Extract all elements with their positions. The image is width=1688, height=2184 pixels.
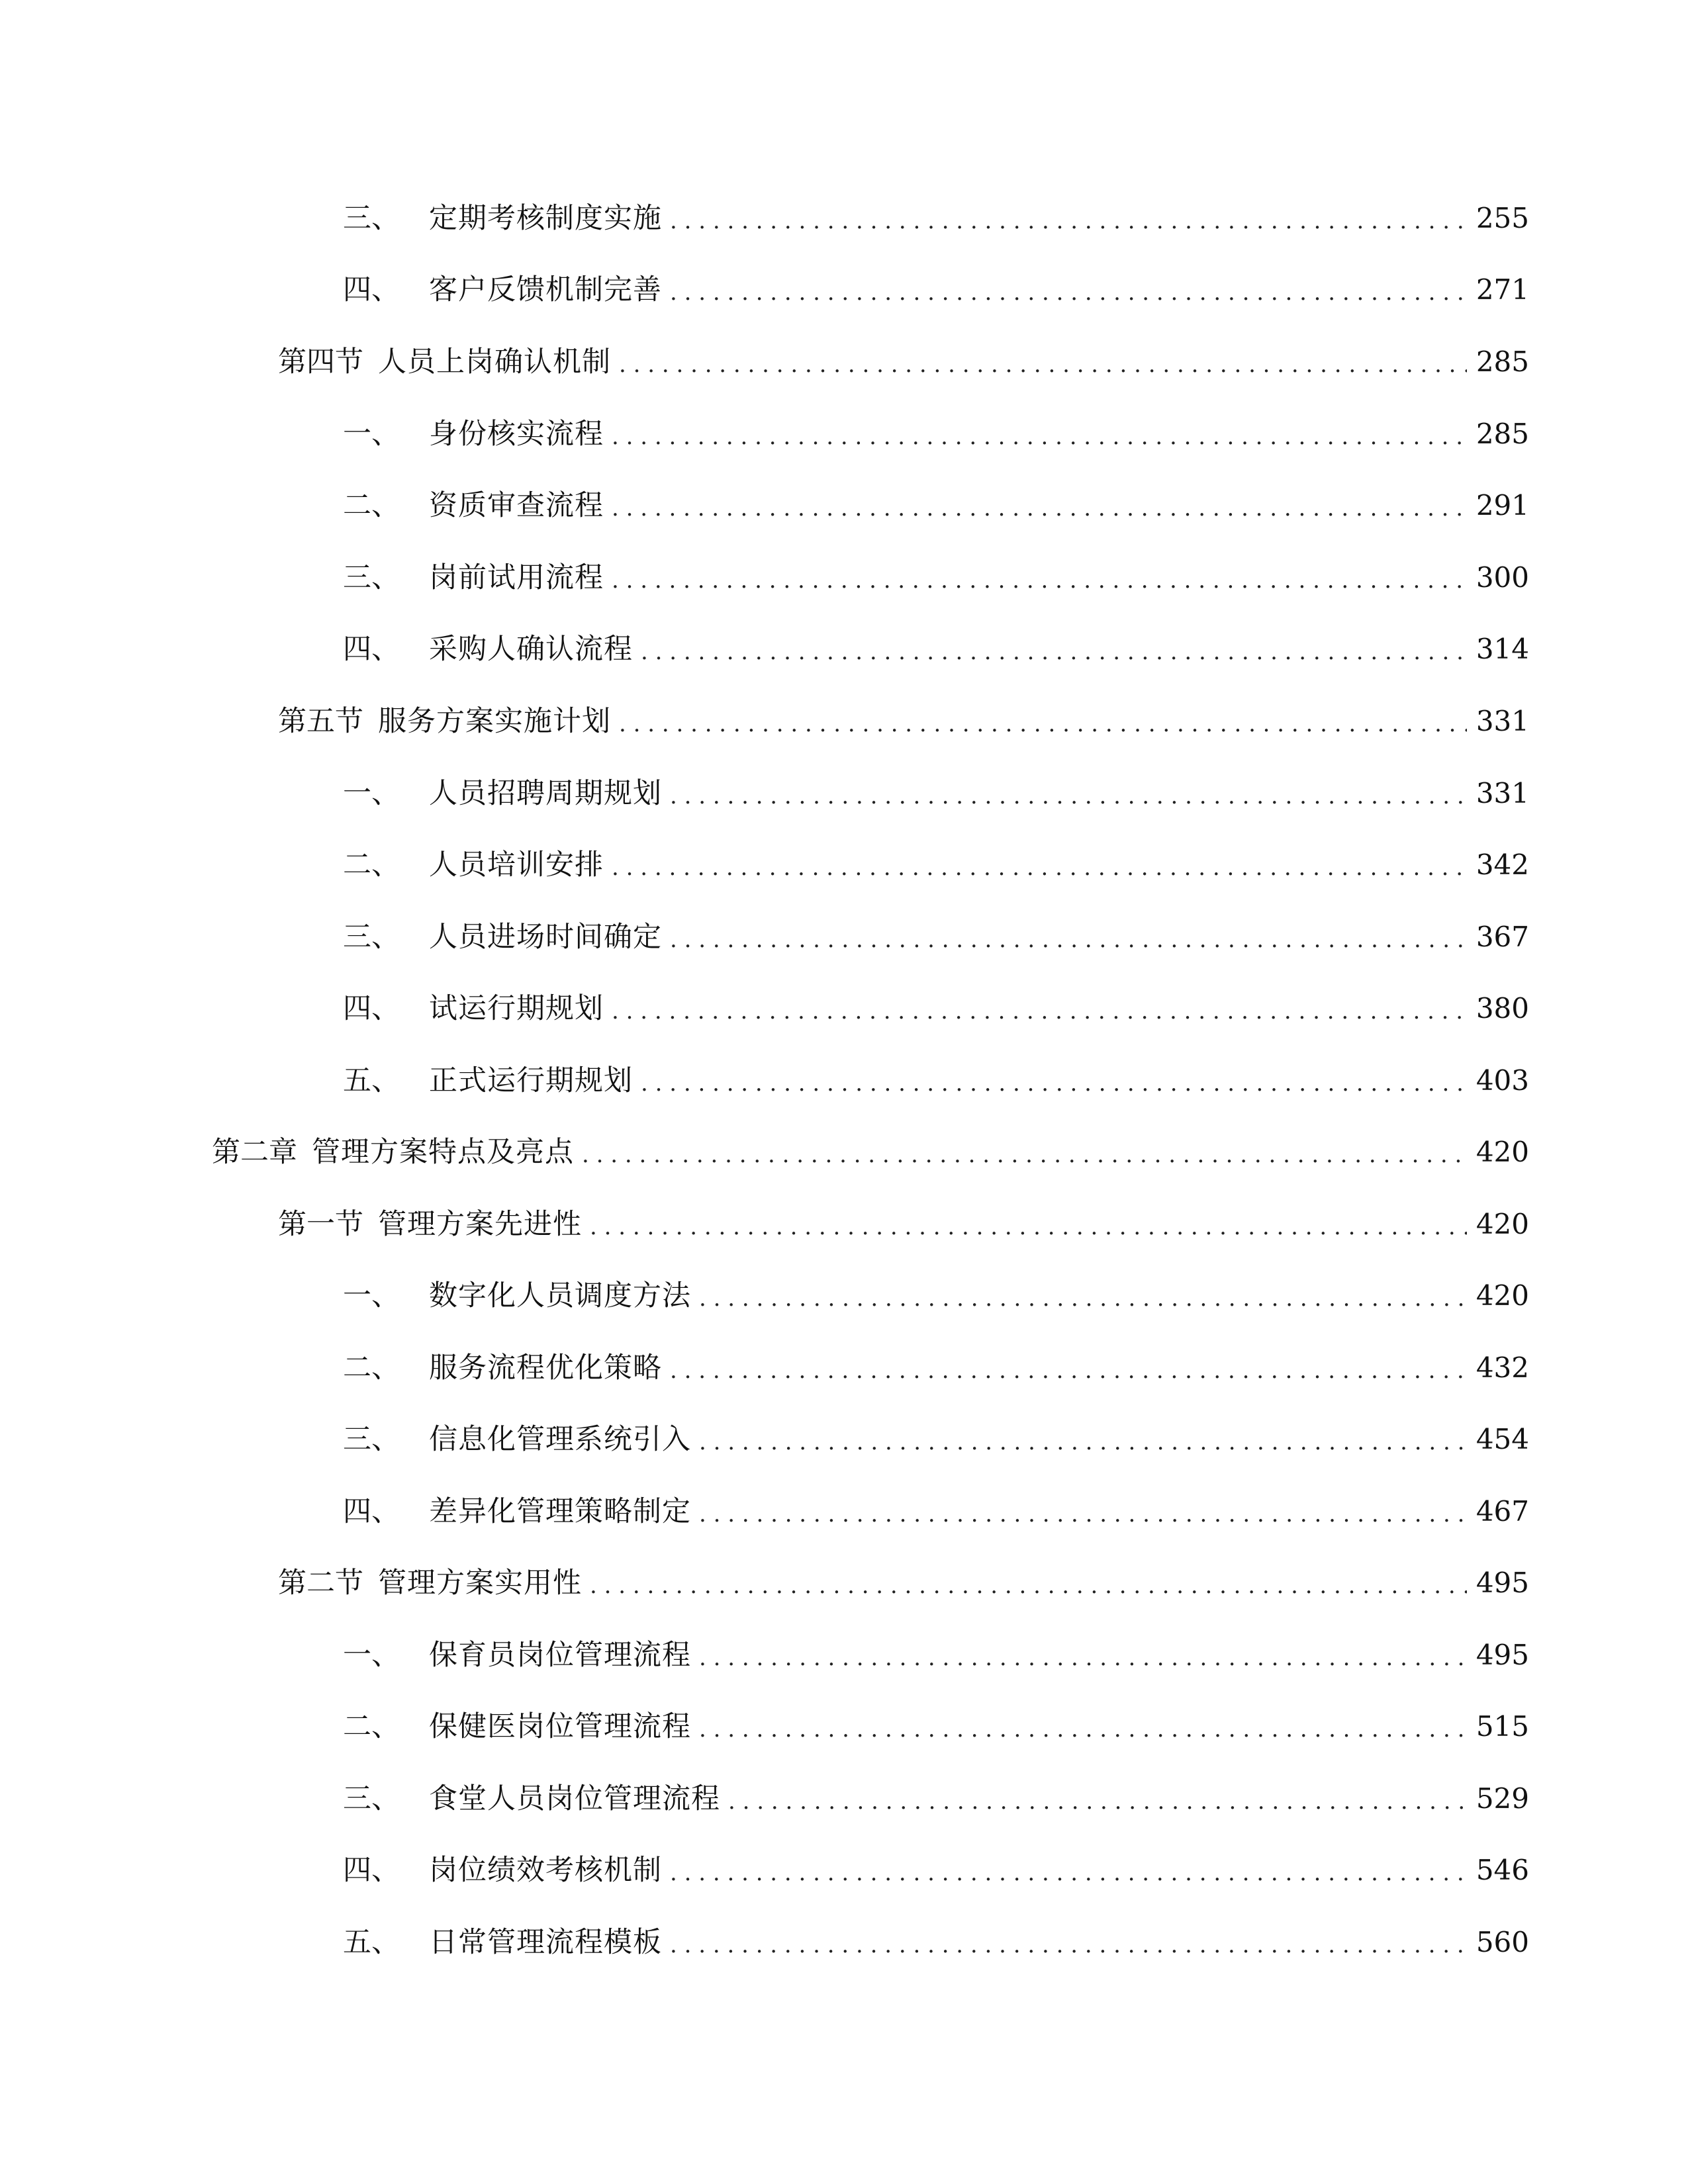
toc-entry-number: 第二章 — [212, 1136, 297, 1169]
toc-entry-page: 454 — [1476, 1423, 1529, 1455]
dot-leader — [582, 1128, 1467, 1181]
toc-entry-title: 人员上岗确认机制 — [378, 345, 611, 379]
toc-entry-title: 定期考核制度实施 — [429, 202, 662, 235]
toc-entry[interactable] — [343, 192, 1529, 245]
toc-entry[interactable] — [343, 982, 1529, 1035]
toc-entry-number: 一、 — [343, 1639, 400, 1672]
toc-entry-number: 三、 — [343, 202, 400, 235]
dot-leader — [612, 841, 1467, 894]
toc-entry[interactable] — [343, 1772, 1529, 1825]
toc-entry-page: 331 — [1476, 705, 1529, 737]
dot-leader — [612, 410, 1467, 463]
toc-entry-page: 255 — [1476, 202, 1529, 234]
toc-entry-title: 管理方案实用性 — [378, 1567, 582, 1600]
toc-entry-title: 采购人确认流程 — [429, 633, 633, 666]
toc-entry-number: 三、 — [343, 1423, 400, 1456]
toc-entry[interactable] — [343, 1342, 1529, 1394]
toc-entry-number: 一、 — [343, 777, 400, 810]
toc-entry-number: 五、 — [343, 1926, 400, 1959]
toc-entry-page: 285 — [1476, 418, 1529, 450]
toc-entry-page: 342 — [1476, 848, 1529, 881]
dot-leader — [641, 625, 1467, 678]
toc-entry-page: 380 — [1476, 992, 1529, 1024]
toc-entry-title: 试运行期规划 — [429, 992, 604, 1025]
dot-leader — [670, 770, 1467, 823]
dot-leader — [590, 1559, 1467, 1612]
toc-entry-page: 420 — [1476, 1279, 1529, 1312]
toc-entry-number: 一、 — [343, 418, 400, 451]
toc-entry[interactable] — [343, 1054, 1529, 1107]
toc-entry-page: 285 — [1476, 345, 1529, 378]
toc-entry[interactable] — [343, 551, 1529, 604]
toc-entry-number: 二、 — [343, 848, 400, 882]
dot-leader — [612, 554, 1467, 607]
dot-leader — [699, 1703, 1467, 1756]
toc-entry-number: 二、 — [343, 1710, 400, 1743]
dot-leader — [612, 985, 1467, 1038]
dot-leader — [670, 266, 1467, 319]
toc-entry-title: 差异化管理策略制定 — [429, 1495, 691, 1528]
toc-entry-number: 第四节 — [278, 345, 363, 379]
dot-leader — [670, 1919, 1467, 1972]
toc-entry[interactable] — [343, 1700, 1529, 1753]
toc-entry-number: 四、 — [343, 1854, 400, 1887]
toc-entry-page: 403 — [1476, 1064, 1529, 1097]
toc-entry-title: 客户反馈机制完善 — [429, 273, 662, 306]
dot-leader — [619, 338, 1467, 391]
toc-entry[interactable] — [343, 263, 1529, 316]
toc-entry-page: 314 — [1476, 633, 1529, 665]
toc-entry-number: 一、 — [343, 1279, 400, 1312]
toc-entry[interactable] — [343, 623, 1529, 676]
toc-entry[interactable] — [343, 479, 1529, 532]
toc-entry[interactable] — [343, 1413, 1529, 1466]
toc-entry-page: 495 — [1476, 1639, 1529, 1671]
toc-entry-number: 二、 — [343, 1351, 400, 1385]
toc-entry-title: 服务流程优化策略 — [429, 1351, 662, 1385]
dot-leader — [728, 1775, 1467, 1828]
toc-entry[interactable] — [212, 1126, 1529, 1179]
toc-entry[interactable] — [278, 336, 1529, 388]
toc-entry-page: 467 — [1476, 1495, 1529, 1527]
toc-entry-number: 第五节 — [278, 705, 363, 738]
toc-entry-page: 495 — [1476, 1567, 1529, 1599]
toc-entry-title: 资质审查流程 — [429, 489, 604, 522]
toc-entry-title: 信息化管理系统引入 — [429, 1423, 691, 1456]
dot-leader — [670, 913, 1467, 966]
dot-leader — [670, 1344, 1467, 1397]
toc-entry-number: 四、 — [343, 633, 400, 666]
toc-entry-title: 正式运行期规划 — [429, 1064, 633, 1097]
toc-entry-title: 食堂人员岗位管理流程 — [429, 1782, 720, 1815]
toc-entry-page: 560 — [1476, 1926, 1529, 1958]
dot-leader — [670, 1846, 1467, 1899]
dot-leader — [699, 1272, 1467, 1325]
toc-entry[interactable] — [343, 1629, 1529, 1682]
toc-entry[interactable] — [278, 695, 1529, 748]
toc-entry-number: 三、 — [343, 561, 400, 594]
toc-entry-number: 四、 — [343, 273, 400, 306]
toc-entry-page: 271 — [1476, 273, 1529, 306]
toc-entry-title: 人员培训安排 — [429, 848, 604, 882]
toc-entry-number: 四、 — [343, 1495, 400, 1528]
toc-entry-number: 二、 — [343, 489, 400, 522]
toc-entry-title: 人员招聘周期规划 — [429, 777, 662, 810]
toc-entry[interactable] — [278, 1557, 1529, 1610]
dot-leader — [619, 698, 1467, 751]
toc-entry-page: 432 — [1476, 1351, 1529, 1384]
toc-entry-page: 515 — [1476, 1710, 1529, 1743]
toc-entry-number: 五、 — [343, 1064, 400, 1097]
dot-leader — [699, 1416, 1467, 1469]
toc-entry-page: 546 — [1476, 1854, 1529, 1886]
toc-entry-page: 420 — [1476, 1208, 1529, 1240]
toc-entry-number: 三、 — [343, 1782, 400, 1815]
toc-entry[interactable] — [278, 1198, 1529, 1251]
toc-entry-page: 420 — [1476, 1136, 1529, 1168]
toc-entry-number: 四、 — [343, 992, 400, 1025]
dot-leader — [699, 1488, 1467, 1541]
toc-entry-title: 保育员岗位管理流程 — [429, 1639, 691, 1672]
toc-entry-page: 331 — [1476, 777, 1529, 809]
toc-entry-title: 服务方案实施计划 — [378, 705, 611, 738]
toc-entry[interactable] — [343, 767, 1529, 820]
toc-entry-number: 第一节 — [278, 1208, 363, 1241]
toc-entry[interactable] — [343, 408, 1529, 461]
toc-entry[interactable] — [343, 839, 1529, 891]
dot-leader — [590, 1201, 1467, 1253]
toc-entry-title: 身份核实流程 — [429, 418, 604, 451]
toc-entry[interactable] — [343, 1916, 1529, 1969]
dot-leader — [699, 1631, 1467, 1684]
toc-entry-title: 岗位绩效考核机制 — [429, 1854, 662, 1887]
toc-entry-page: 367 — [1476, 921, 1529, 953]
dot-leader — [612, 482, 1467, 535]
toc-entry-title: 日常管理流程模板 — [429, 1926, 662, 1959]
toc-entry-title: 保健医岗位管理流程 — [429, 1710, 691, 1743]
toc-entry-title: 管理方案特点及亮点 — [312, 1136, 574, 1169]
toc-entry-number: 第二节 — [278, 1567, 363, 1600]
toc-entry-title: 管理方案先进性 — [378, 1208, 582, 1241]
toc-entry-page: 529 — [1476, 1782, 1529, 1815]
toc-entry[interactable] — [343, 1844, 1529, 1897]
toc-entry[interactable] — [343, 1269, 1529, 1322]
toc-entry-title: 岗前试用流程 — [429, 561, 604, 594]
toc-entry[interactable] — [343, 1485, 1529, 1538]
toc-entry-number: 三、 — [343, 921, 400, 954]
toc-entry-title: 数字化人员调度方法 — [429, 1279, 691, 1312]
toc-entry[interactable] — [343, 911, 1529, 964]
toc-entry-page: 291 — [1476, 489, 1529, 522]
toc-entry-title: 人员进场时间确定 — [429, 921, 662, 954]
dot-leader — [670, 195, 1467, 248]
dot-leader — [641, 1057, 1467, 1110]
toc-entry-page: 300 — [1476, 561, 1529, 594]
